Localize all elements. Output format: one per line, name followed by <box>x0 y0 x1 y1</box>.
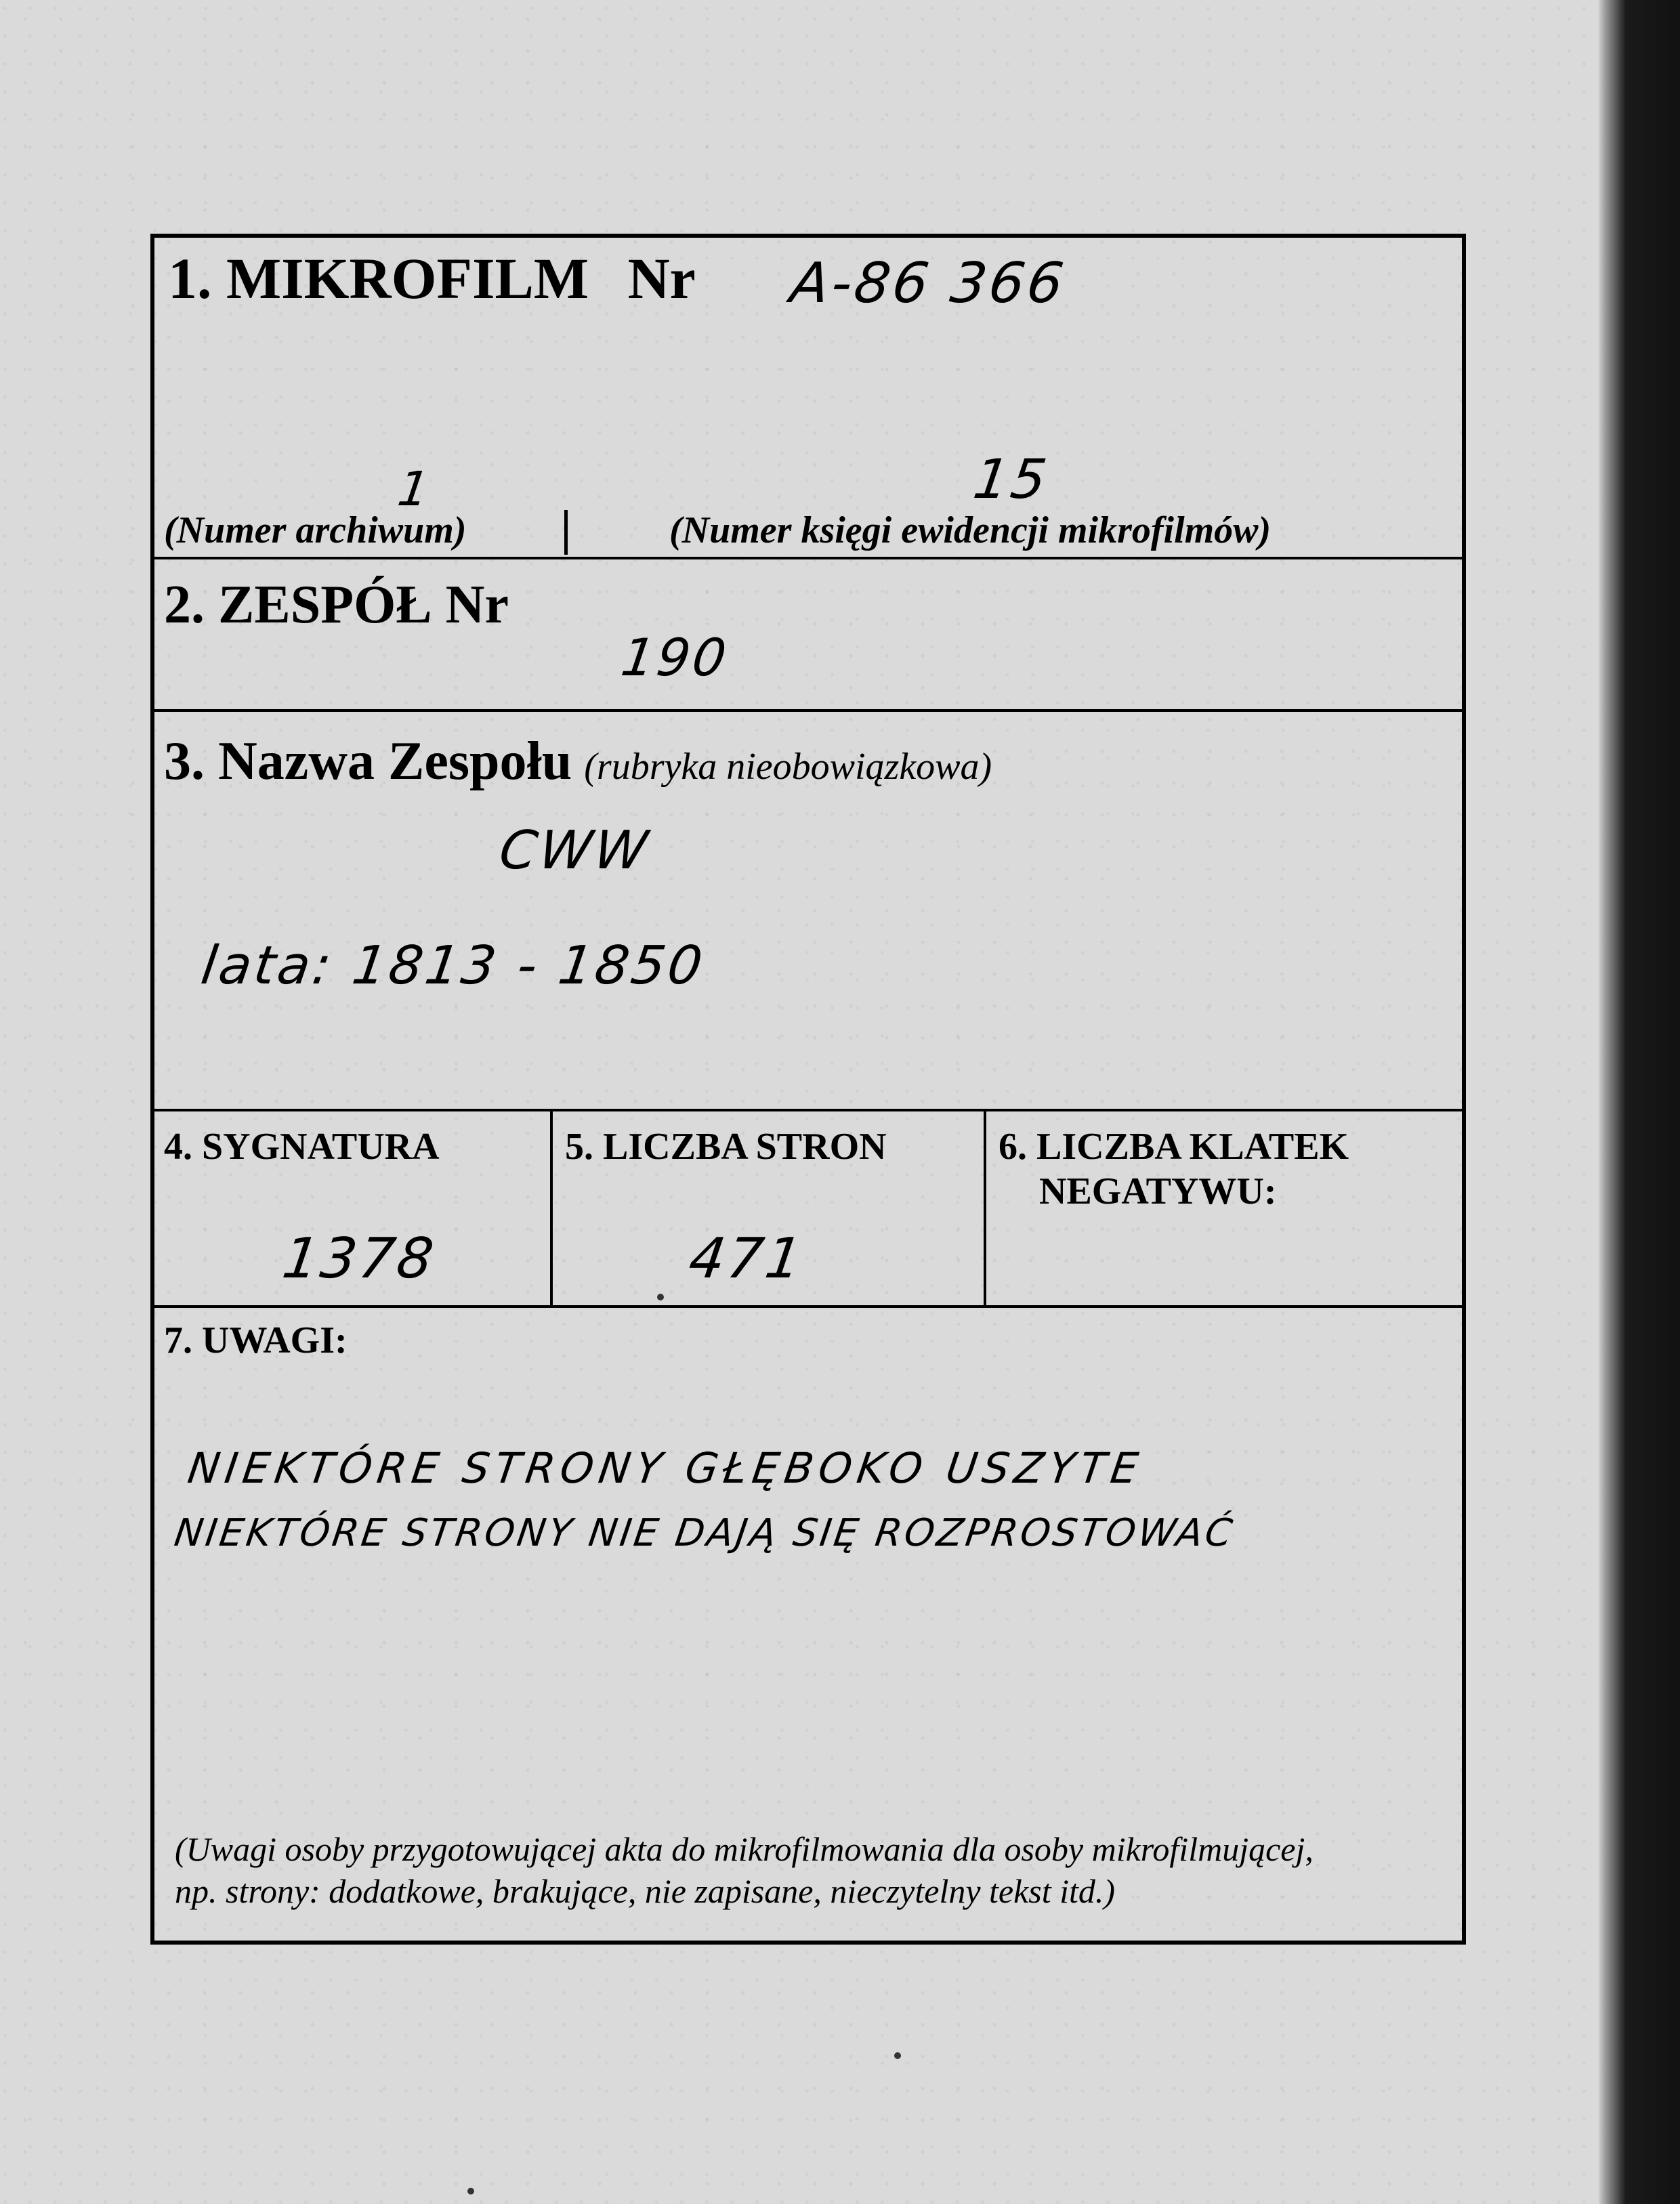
fonds-name-note: (rubryka nieobowiązkowa) <box>584 746 992 788</box>
archive-number-handwritten: 1 <box>394 461 436 517</box>
fonds-number-label: 2. ZESPÓŁ Nr <box>164 575 509 635</box>
section-microfilm <box>154 238 1462 559</box>
section-remarks <box>154 1308 1462 1941</box>
film-edge <box>1599 0 1680 2204</box>
signature-label: 4. SYGNATURA <box>164 1126 440 1168</box>
remarks-handwritten-line2: NIEKTÓRE STRONY NIE DAJĄ SIĘ ROZPROSTOWAĆ <box>171 1511 1238 1555</box>
frame-count-label-line1: 6. LICZBA KLATEK <box>999 1126 1349 1168</box>
remarks-footnote-line1: (Uwagi osoby przygotowującej akta do mikrofilmowania dla osoby mikrofilmującej, <box>175 1830 1314 1868</box>
fonds-name-label: 3. Nazwa Zespołu <box>164 732 572 791</box>
ledger-number-handwritten: 15 <box>969 448 1053 511</box>
section-fonds-name <box>154 712 1462 1111</box>
section-fonds-number <box>154 559 1462 712</box>
page-count-handwritten: 471 <box>685 1227 809 1291</box>
microfilm-number-handwritten: A-86 366 <box>786 251 1070 316</box>
fonds-number-handwritten: 190 <box>617 627 733 687</box>
frame-count-label-line2: NEGATYWU: <box>1039 1170 1277 1212</box>
microfilm-label: 1. MIKROFILM <box>168 246 589 311</box>
speck <box>657 1294 664 1300</box>
microfilm-card <box>150 234 1466 1945</box>
remarks-footnote-line2: np. strony: dodatkowe, brakujące, nie zapisane, nieczytelny tekst itd.) <box>175 1872 1116 1910</box>
archive-number-label: (Numer archiwum) <box>164 509 467 551</box>
fonds-name-handwritten: CWW <box>495 820 654 881</box>
fonds-years-handwritten: lata: 1813 - 1850 <box>197 935 709 996</box>
remarks-label: 7. UWAGI: <box>164 1319 348 1361</box>
label-divider <box>564 510 568 555</box>
speck <box>894 2052 901 2059</box>
page-count-label: 5. LICZBA STRON <box>565 1126 887 1168</box>
ledger-number-label: (Numer księgi ewidencji mikrofilmów) <box>669 509 1272 551</box>
microfilm-nr-label: Nr <box>627 246 696 311</box>
signature-handwritten: 1378 <box>278 1227 440 1291</box>
section-counts <box>154 1111 1462 1308</box>
remarks-handwritten-line1: NIEKTÓRE STRONY GŁĘBOKO USZYTE <box>184 1443 1147 1493</box>
speck <box>467 2188 474 2195</box>
